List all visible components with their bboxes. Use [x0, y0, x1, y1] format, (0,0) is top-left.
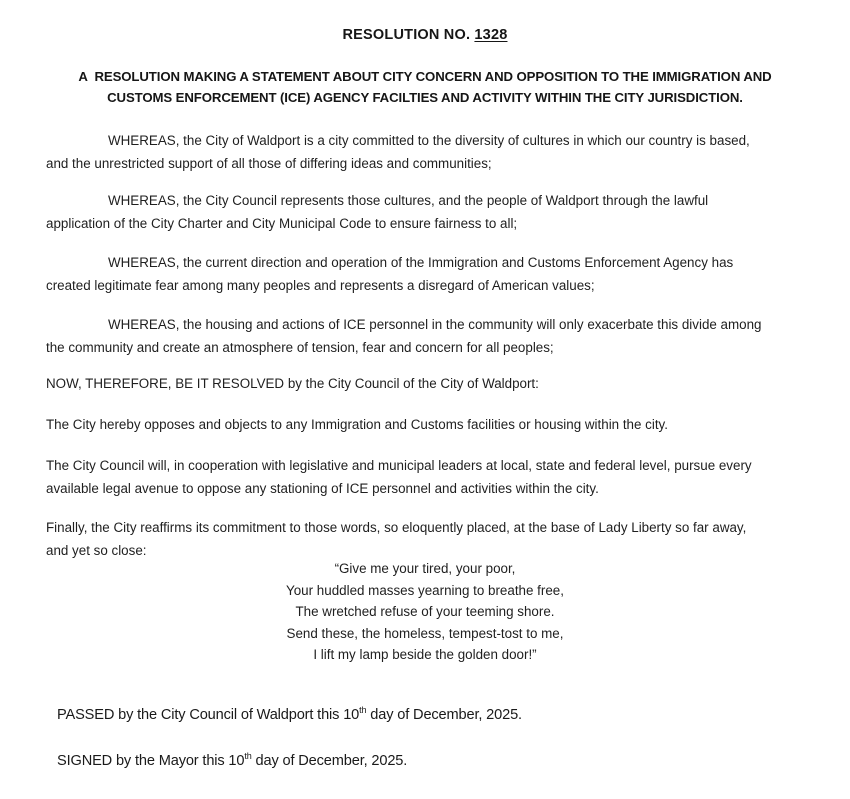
page-title	[0, 27, 850, 43]
signed-statement	[57, 753, 407, 769]
signed-ordinal-suffix: th	[244, 751, 252, 762]
document-subtitle: A RESOLUTION MAKING A STATEMENT ABOUT CITY CONCERN AND OPPOSITION TO THE IMMIGRATION AND CUSTOMS ENFORCEMENT (ICE) AGENCY FACILTIES AND ACTIVITY WITHIN THE CITY JURISDICTION.	[78, 69, 776, 105]
passed-ordinal-suffix: th	[359, 705, 367, 716]
quote-line-4: Send these, the homeless, tempest-tost to me,	[286, 625, 564, 641]
quote-line-3: The wretched refuse of your teeming shore.	[295, 604, 555, 619]
passed-text-after: day of December, 2025.	[366, 707, 522, 723]
quote-line-2: Your huddled masses yearning to breathe free,	[286, 582, 564, 598]
resolved-intro: NOW, THEREFORE, BE IT RESOLVED by the City Council of the City of Waldport:	[46, 376, 539, 391]
resolution-number: 1328	[474, 27, 508, 43]
whereas-paragraph-2: WHEREAS, the City Council represents those cultures, and the people of Waldport through the lawful application of the City Charter and City Municipal Code to ensure fairness to all;	[46, 193, 709, 231]
liberty-quote	[0, 558, 850, 666]
title-prefix: RESOLUTION NO.	[342, 27, 475, 43]
whereas-paragraph-1: WHEREAS, the City of Waldport is a city committed to the diversity of cultures in which our country is based, and the unrestricted support of all those of differing ideas and communities;	[46, 133, 750, 171]
resolved-clause-2: The City Council will, in cooperation with legislative and municipal leaders at local, state and federal level, pursue every available legal avenue to oppose any stationing of ICE personnel and activities within the city.	[46, 458, 752, 496]
signed-text-before: SIGNED by the Mayor this 10	[57, 753, 245, 769]
resolved-clause-3: Finally, the City reaffirms its commitment to those words, so eloquently placed, at the base of Lady Liberty so far away, and yet so close:	[46, 520, 747, 558]
passed-statement	[57, 707, 522, 723]
signed-text-after: day of December, 2025.	[251, 753, 408, 769]
passed-text-before: PASSED by the City Council of Waldport this 10	[57, 707, 360, 723]
quote-line-5: I lift my lamp beside the golden door!”	[313, 647, 537, 662]
whereas-paragraph-4: WHEREAS, the housing and actions of ICE personnel in the community will only exacerbate this divide among the community and create an atmosphere of tension, fear and concern for all peoples;	[46, 317, 762, 355]
whereas-paragraph-3: WHEREAS, the current direction and operation of the Immigration and Customs Enforcement Agency has created legitimate fear among many peoples and represents a disregard of American values;	[46, 255, 734, 293]
resolved-clause-1: The City hereby opposes and objects to any Immigration and Customs facilities or housing within the city.	[46, 417, 668, 432]
quote-line-1: “Give me your tired, your poor,	[334, 561, 516, 576]
